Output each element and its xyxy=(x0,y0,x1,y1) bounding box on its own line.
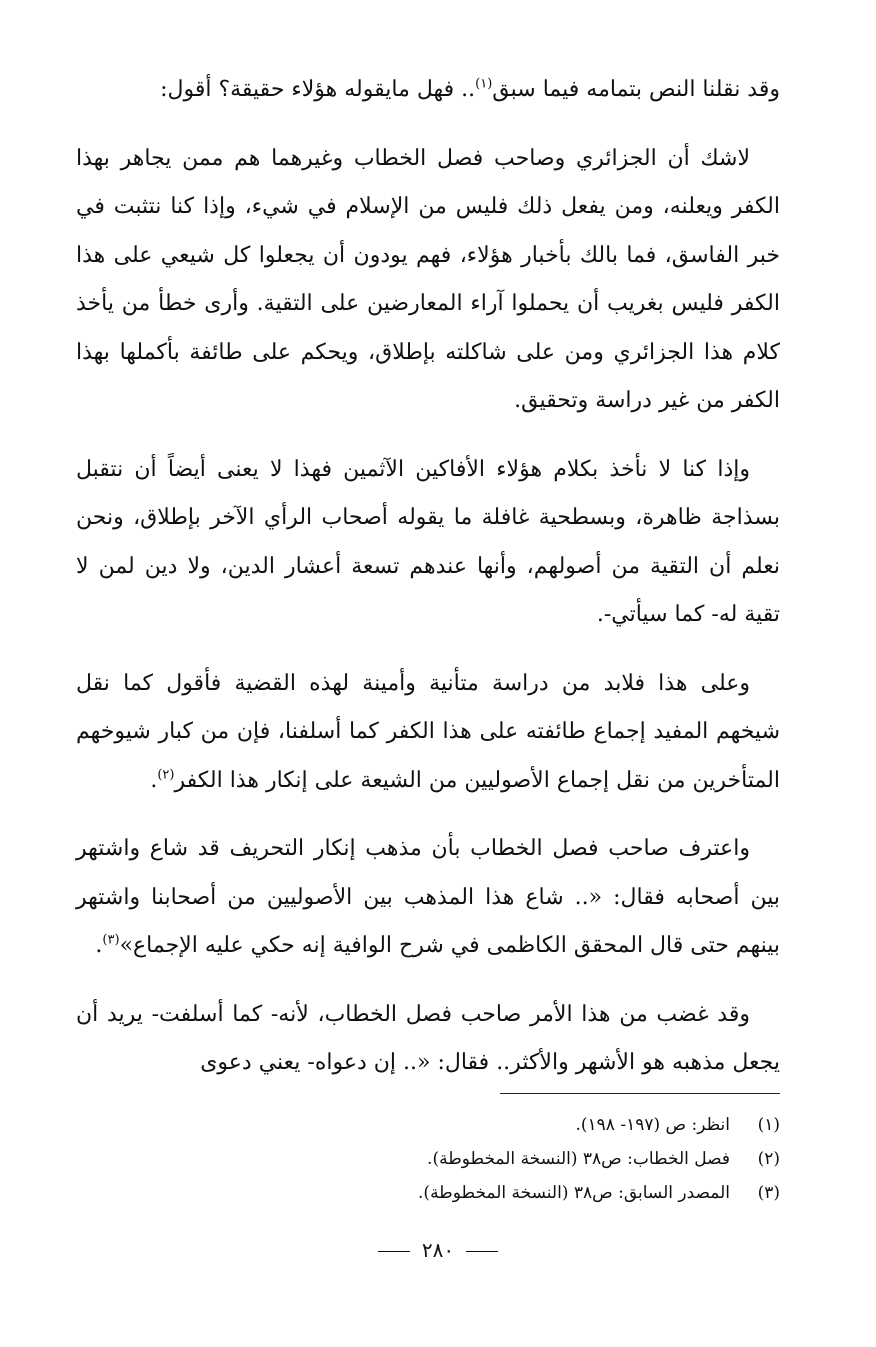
footnotes xyxy=(200,1108,780,1210)
footnote-number: (٢) xyxy=(757,1149,780,1169)
paragraph-4 xyxy=(76,660,780,806)
footnote-2 xyxy=(200,1142,780,1176)
footnote-text: فصل الخطاب: ص٣٨ (النسخة المخطوطة). xyxy=(427,1149,730,1169)
footnote-text: المصدر السابق: ص٣٨ (النسخة المخطوطة). xyxy=(418,1183,730,1203)
paragraph-2-text: لاشك أن الجزائري وصاحب فصل الخطاب وغيرهما هم ممن يجاهر بهذا الكفر ويعلنه، ومن يفعل ذلك فليس من الإسلام في شيء، وإذا كنا نتثبت في خبر الفاسق، فما بالك بأخبار هؤلاء، فهم يودون أن يجعلوا كل شيعي على هذا الكفر فليس بغريب أن يحملوا آراء المعارضين على التقية. وأرى خطأ من يأخذ كلام هذا الجزائري ومن على شاكلته بإطلاق، ويحكم على طائفة بأكملها بهذا الكفر من غير دراسة وتحقيق. xyxy=(76,145,780,413)
page-number-dash-left xyxy=(378,1251,410,1252)
footnote-3 xyxy=(200,1176,780,1210)
paragraph-5-text-end: . xyxy=(95,933,103,958)
paragraph-3 xyxy=(76,446,780,640)
paragraph-1-text: وقد نقلنا النص بتمامه فيما سبق xyxy=(492,77,780,102)
paragraph-4-text-end: . xyxy=(150,767,158,793)
paragraph-4-text: وعلى هذا فلابد من دراسة متأنية وأمينة لهذه القضية فأقول كما نقل شيخهم المفيد إجماع طائفته على هذا الكفر كما أسلفنا، فإن من كبار شيوخهم المتأخرين من نقل إجماع الأصوليين من الشيعة على إنكار هذا الكفر xyxy=(76,670,780,793)
paragraph-1-text-end: .. فهل مايقوله هؤلاء حقيقة؟ أقول: xyxy=(160,77,476,102)
paragraph-6-text: وقد غضب من هذا الأمر صاحب فصل الخطاب، لأنه- كما أسلفت- يريد أن يجعل مذهبه هو الأشهر والأكثر.. فقال: «.. إن دعواه- يعني دعوى xyxy=(76,1001,780,1075)
footnote-divider xyxy=(500,1093,780,1094)
footnote-ref-1: (١) xyxy=(475,76,493,92)
footnote-ref-3: (٣) xyxy=(102,932,120,948)
paragraph-6 xyxy=(76,991,780,1088)
paragraph-5 xyxy=(76,825,780,971)
paragraph-5-text: واعترف صاحب فصل الخطاب بأن مذهب إنكار التحريف قد شاع واشتهر بين أصحابه فقال: «.. شاع هذا المذهب بين الأصوليين من أصحابنا واشتهر بينهم حتى قال المحقق الكاظمى في شرح الوافية إنه حكي عليه الإجماع» xyxy=(76,836,780,958)
page-number-value: ٢٨٠ xyxy=(421,1238,455,1262)
paragraph-1 xyxy=(76,66,780,115)
footnote-ref-2: (٢) xyxy=(157,767,175,783)
footnote-text: انظر: ص (١٩٧- ١٩٨). xyxy=(575,1115,730,1135)
paragraph-3-text: وإذا كنا لا نأخذ بكلام هؤلاء الأفاكين الآثمين فهذا لا يعنى أيضاً أن نتقبل بسذاجة ظاهرة، وبسطحية غافلة ما يقوله أصحاب الرأي الآخر بإطلاق، ونحن نعلم أن التقية من أصولهم، وأنها عندهم تسعة أعشار الدين، ولا دين لمن لا تقية له- كما سيأتي-. xyxy=(76,456,780,627)
page-number xyxy=(0,1238,876,1262)
paragraph-2 xyxy=(76,135,780,426)
footnote-number: (٣) xyxy=(757,1183,780,1203)
footnote-number: (١) xyxy=(757,1115,780,1135)
main-text xyxy=(76,66,780,1108)
page-number-dash-right xyxy=(466,1251,498,1252)
footnote-1 xyxy=(200,1108,780,1142)
